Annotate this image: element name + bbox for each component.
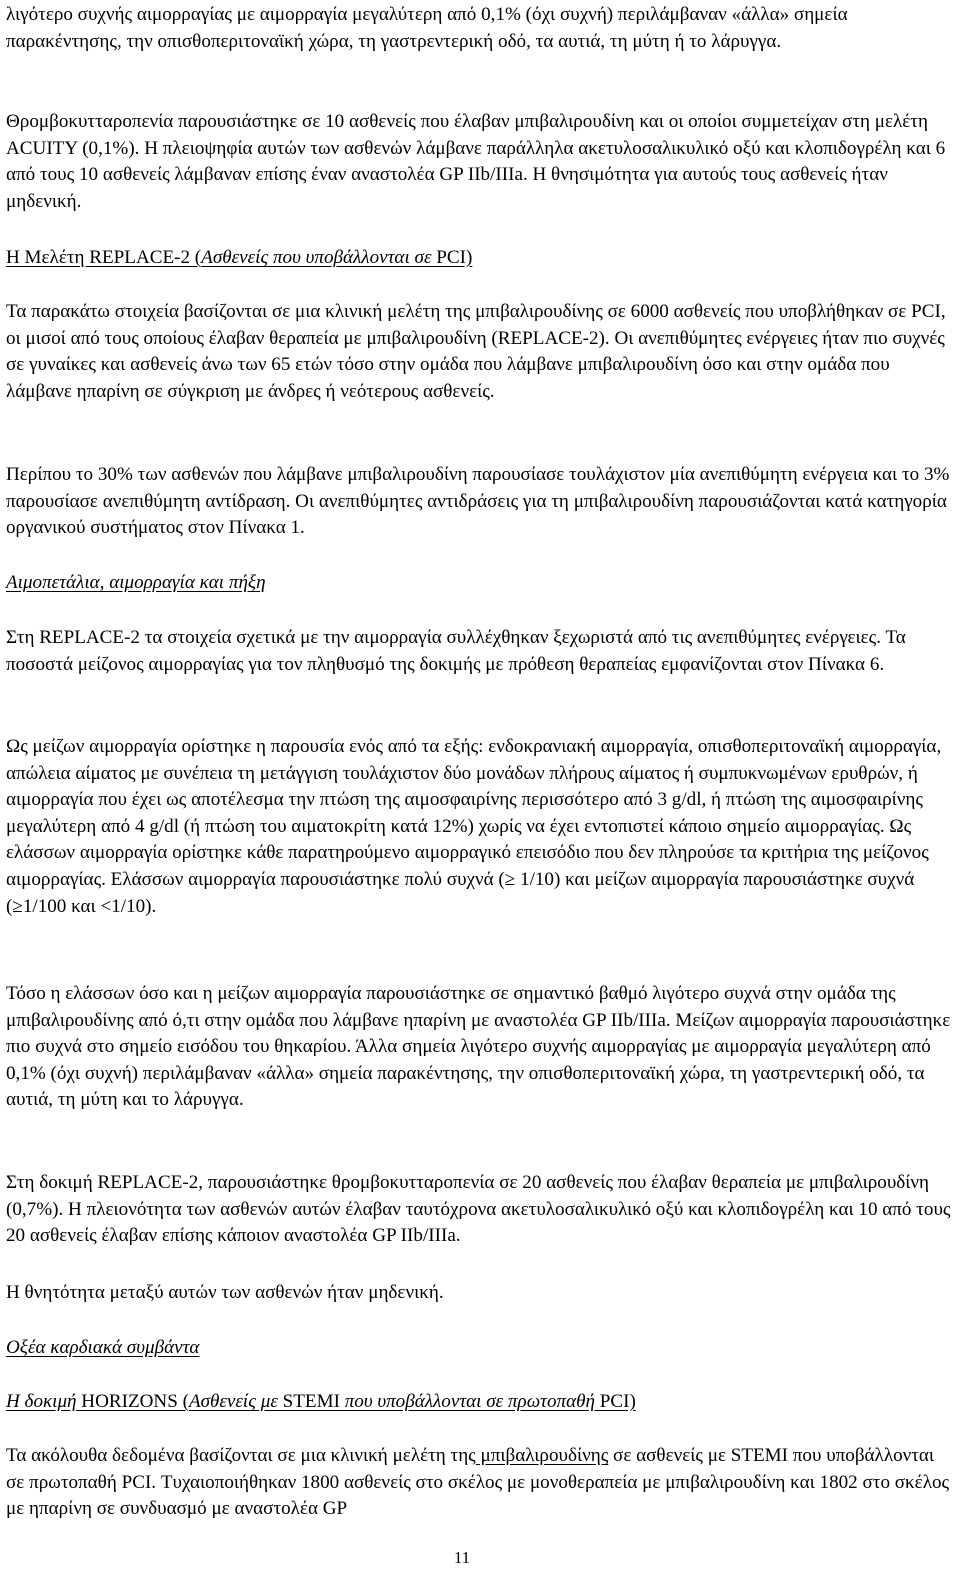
horizons-heading-trial: HORIZONS ( [76, 1391, 189, 1412]
replace2-heading-italic: Ασθενείς που υποβάλλονται σε [201, 247, 432, 268]
horizons-heading-tail: PCI) [595, 1391, 636, 1412]
mortality-line: Η θνητότητα μεταξύ αυτών των ασθενών ήταν μηδενική. [6, 1282, 444, 1303]
bleeding-heading: Αιμοπετάλια, αιμορραγία και πήξη [6, 572, 266, 593]
horizons-heading [6, 1389, 956, 1416]
horizons-heading-lead: Η δοκιμή [6, 1391, 77, 1412]
horizons-intro-underlined: μπιβαλιρουδίνης [475, 1445, 609, 1466]
horizons-heading-italic1: Ασθενείς με [188, 1391, 278, 1412]
cardiac-events-heading: Οξέα καρδιακά συμβάντα [6, 1337, 200, 1358]
replace2-heading [6, 245, 956, 272]
thrombocytopenia-replace2-paragraph: Στη δοκιμή REPLACE-2, παρουσιάστηκε θρομβοκυτταροπενία σε 20 ασθενείς που έλαβαν θεραπεία με μπιβαλιρουδίνη (0,7%). Η πλειονότητα των ασθενών αυτών έλαβαν ταυτόχρονα ακετυλοσαλικυλικό οξύ και κλοπιδογρέλη και 10 από τους 20 ασθενείς έλαβαν επίσης κάποιον αναστολέα GP IIb/IIIa. [6, 1172, 951, 1247]
continuation-paragraph: λιγότερο συχνής αιμορραγίας με αιμορραγία μεγαλύτερη από 0,1% (όχι συχνή) περιλάμβαναν «άλλα» σημεία παρακέντησης, την οπισθοπεριτοναϊκή χώρα, τη γαστρεντερική οδό, τα αυτιά, τη μύτη ή το λάρυγγα. [6, 4, 848, 52]
thrombocytopenia-acuity-paragraph: Θρομβοκυτταροπενία παρουσιάστηκε σε 10 ασθενείς που έλαβαν μπιβαλιρουδίνη και οι οποίοι συμμετείχαν στη μελέτη ACUITY (0,1%). Η πλειοψηφία αυτών των ασθενών λάμβανε παράλληλα ακετυλοσαλικυλικό οξύ και κλοπιδογρέλη και 6 από τους 10 ασθενείς λάμβαναν επίσης έναν αναστολέα GP IIb/IIIa. Η θνησιμότητα για αυτούς τους ασθενείς ήταν μηδενική. [6, 111, 946, 212]
horizons-heading-italic2: που υποβάλλονται σε πρωτοπαθή [344, 1391, 596, 1412]
horizons-intro-paragraph [6, 1443, 956, 1523]
replace2-intro-paragraph: Τα παρακάτω στοιχεία βασίζονται σε μια κλινική μελέτη της μπιβαλιρουδίνης σε 6000 ασθενείς που υποβλήθηκαν σε PCI, οι μισοί από τους οποίους έλαβαν θεραπεία με μπιβαλιρουδίνη (REPLACE-2). Οι ανεπιθύμητες ενέργειες ήταν πιο συχνές σε γυναίκες και ασθενείς άνω των 65 ετών τόσο στην ομάδα που λάμβανε μπιβαλιρουδίνη όσο και στην ομάδα που λάμβανε ηπαρίνη σε σύγκριση με άνδρες ή νεότερους ασθενείς. [6, 301, 946, 402]
horizons-heading-stemi: STEMI [277, 1391, 345, 1412]
horizons-intro-lead: Τα ακόλουθα δεδομένα βασίζονται σε μια κλινική μελέτη της [6, 1445, 476, 1466]
bleeding-definition-paragraph: Ως μείζων αιμορραγία ορίστηκε η παρουσία ενός από τα εξής: ενδοκρανιακή αιμορραγία, οπισθοπεριτοναϊκή αιμορραγία, απώλεια αίματος με συνέπεια τη μετάγγιση τουλάχιστον δύο μονάδων πλήρους αίματος ή συμπυκνωμένων ερυθρών, ή αιμορραγία που έχει ως αποτέλεσμα την πτώση της αιμοσφαιρίνης περισσότερο από 3 g/dl, ή πτώση της αιμοσφαιρίνης μεγαλύτερη από 4 g/dl (ή πτώση του αιματοκρίτη κατά 12%) χωρίς να έχει εντοπιστεί κάποιο σημείο αιμορραγίας. Ως ελάσσων αιμορραγία ορίστηκε κάθε παρατηρούμενο αιμορραγικό επεισόδιο που δεν πληρούσε τα κριτήρια της μείζονος αιμορραγίας. Ελάσσων αιμορραγία παρουσιάστηκε πολύ συχνά (≥ 1/10) και μείζων αιμορραγία παρουσιάστηκε συχνά (≥1/100 και <1/10). [6, 736, 942, 917]
replace2-heading-tail: PCI) [431, 247, 473, 268]
horizons-intro-tail: σε ασθενείς με STEMI που υποβάλλονται σε πρωτοπαθή PCI. Τυχαιοποιήθηκαν 1800 ασθενείς στο σκέλος με μονοθεραπεία με μπιβαλιρουδίνη και 1802 στο σκέλος με ηπαρίνη σε συνδυασμό με αναστολέα GP [6, 1445, 950, 1520]
bleeding-intro-paragraph: Στη REPLACE-2 τα στοιχεία σχετικά με την αιμορραγία συλλέχθηκαν ξεχωριστά από τις ανεπιθύμητες ενέργειες. Τα ποσοστά μείζονος αιμορραγίας για τον πληθυσμό της δοκιμής με πρόθεση θεραπείας εμφανίζονται στον Πίνακα 6. [6, 627, 906, 675]
bleeding-frequency-paragraph: Τόσο η ελάσσων όσο και η μείζων αιμορραγία παρουσιάστηκε σε σημαντικό βαθμό λιγότερο συχνά στην ομάδα της μπιβαλιρουδίνης από ό,τι στην ομάδα που λάμβανε ηπαρίνη με αναστολέα GP IIb/IIIa. Μείζων αιμορραγία παρουσιάστηκε πιο συχνά στο σημείο εισόδου του θηκαρίου. Άλλα σημεία λιγότερο συχνής αιμορραγίας με αιμορραγία μεγαλύτερη από 0,1% (όχι συχνή) περιλάμβαναν «άλλα» σημεία παρακέντησης, την οπισθοπεριτοναϊκή χώρα, τη γαστρεντερική οδό, τα αυτιά, τη μύτη και το λάρυγγα. [6, 983, 951, 1111]
replace2-heading-lead: Η Μελέτη REPLACE-2 ( [6, 247, 202, 268]
replace2-percent-paragraph: Περίπου το 30% των ασθενών που λάμβανε μπιβαλιρουδίνη παρουσίασε τουλάχιστον μία ανεπιθύμητη ενέργεια και το 3% παρουσίασε ανεπιθύμητη αντίδραση. Οι ανεπιθύμητες αντιδράσεις για τη μπιβαλιρουδίνη παρουσιάζονται κατά κατηγορία οργανικού συστήματος στον Πίνακα 1. [6, 464, 950, 539]
page-number: 11 [453, 1548, 471, 1567]
